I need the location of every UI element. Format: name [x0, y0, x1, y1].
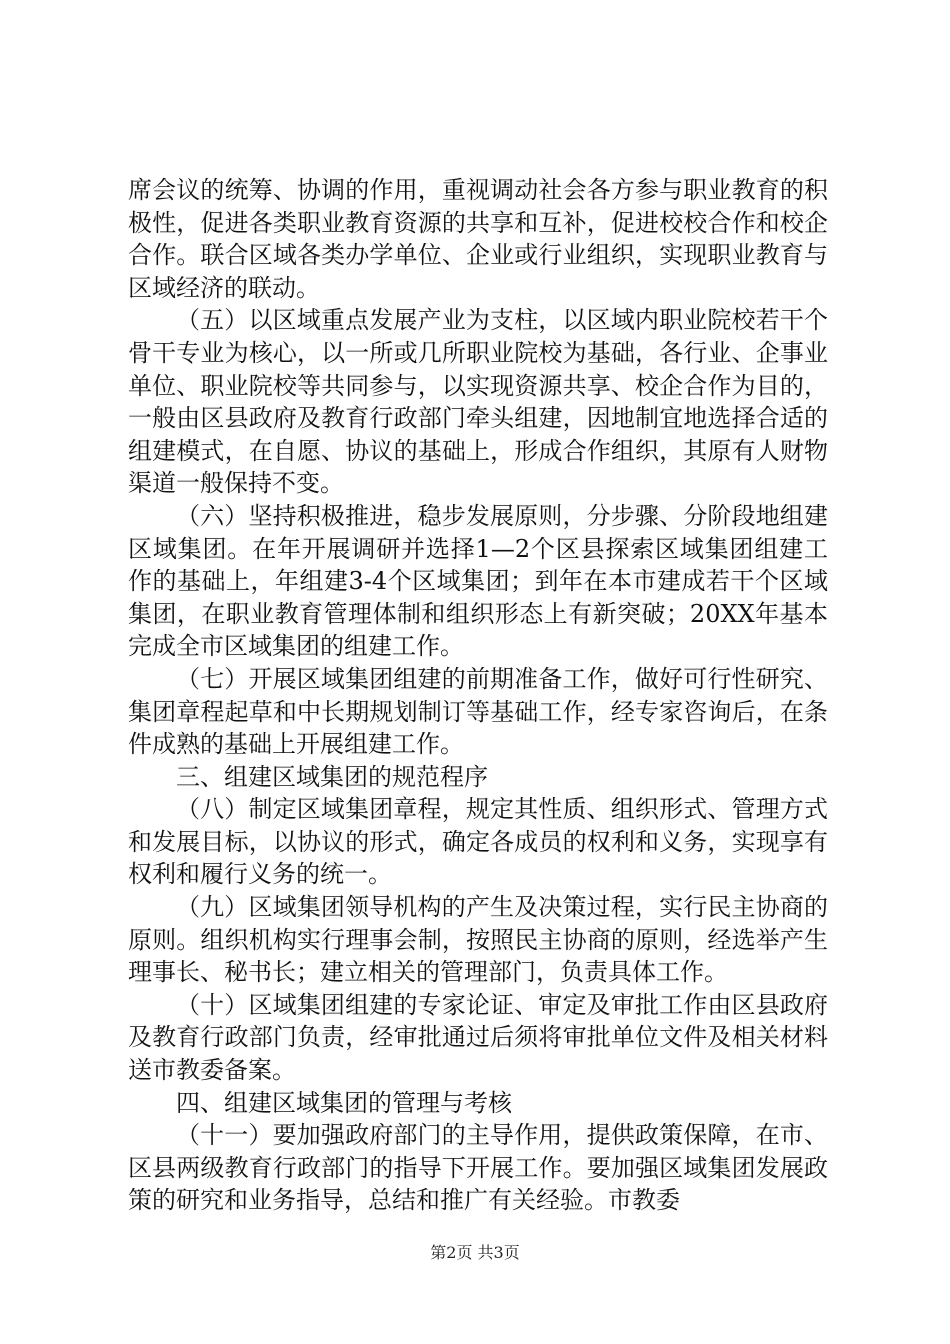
- paragraph-item-5: （五）以区域重点发展产业为支柱，以区域内职业院校若干个骨干专业为核心，以一所或几所职业院校为基础，各行业、企事业单位、职业院校等共同参与，以实现资源共享、校企合作为目的，一般由区县政府及教育行政部门牵头组建，因地制宜地选择合适的组建模式，在自愿、协议的基础上，形成合作组织，其原有人财物渠道一般保持不变。: [128, 306, 828, 498]
- page-footer: [0, 1243, 950, 1263]
- paragraph-item-10: （十）区域集团组建的专家论证、审定及审批工作由区县政府及教育行政部门负责，经审批通过后须将审批单位文件及相关材料送市教委备案。: [128, 990, 828, 1085]
- paragraph-item-8: （八）制定区域集团章程，规定其性质、组织形式、管理方式和发展目标，以协议的形式，确定各成员的权利和义务，实现享有权利和履行义务的统一。: [128, 795, 828, 889]
- section-heading-3: 三、组建区域集团的规范程序: [176, 762, 488, 791]
- paragraph-item-7: （七）开展区域集团组建的前期准备工作，做好可行性研究、集团章程起草和中长期规划制订等基础工作，经专家咨询后，在条件成熟的基础上开展组建工作。: [128, 664, 828, 759]
- paragraph-item-6: （六）坚持积极推进，稳步发展原则，分步骤、分阶段地组建区域集团。在年开展调研并选择1—2个区县探索区域集团组建工作的基础上，年组建3-4个区域集团；到年在本市建成若干个区域集团，在职业教育管理体制和组织形态上有新突破；20XX年基本完成全市区域集团的组建工作。: [128, 501, 828, 661]
- paragraph-item-9: （九）区域集团领导机构的产生及决策过程，实行民主协商的原则。组织机构实行理事会制，按照民主协商的原则，经选举产生理事长、秘书长；建立相关的管理部门，负责具体工作。: [128, 893, 828, 987]
- page-number: 第2页 共3页: [430, 1243, 520, 1262]
- paragraph-continuation: 席会议的统筹、协调的作用，重视调动社会各方参与职业教育的积极性，促进各类职业教育资源的共享和互补，促进校校合作和校企合作。联合区域各类办学单位、企业或行业组织，实现职业教育与区域经济的联动。: [128, 176, 828, 302]
- paragraph-item-11: （十一）要加强政府部门的主导作用，提供政策保障，在市、区县两级教育行政部门的指导下开展工作。要加强区域集团发展政策的研究和业务指导，总结和推广有关经验。市教委: [128, 1121, 828, 1215]
- document-body: [128, 174, 828, 1217]
- section-heading-4: 四、组建区域集团的管理与考核: [176, 1088, 512, 1117]
